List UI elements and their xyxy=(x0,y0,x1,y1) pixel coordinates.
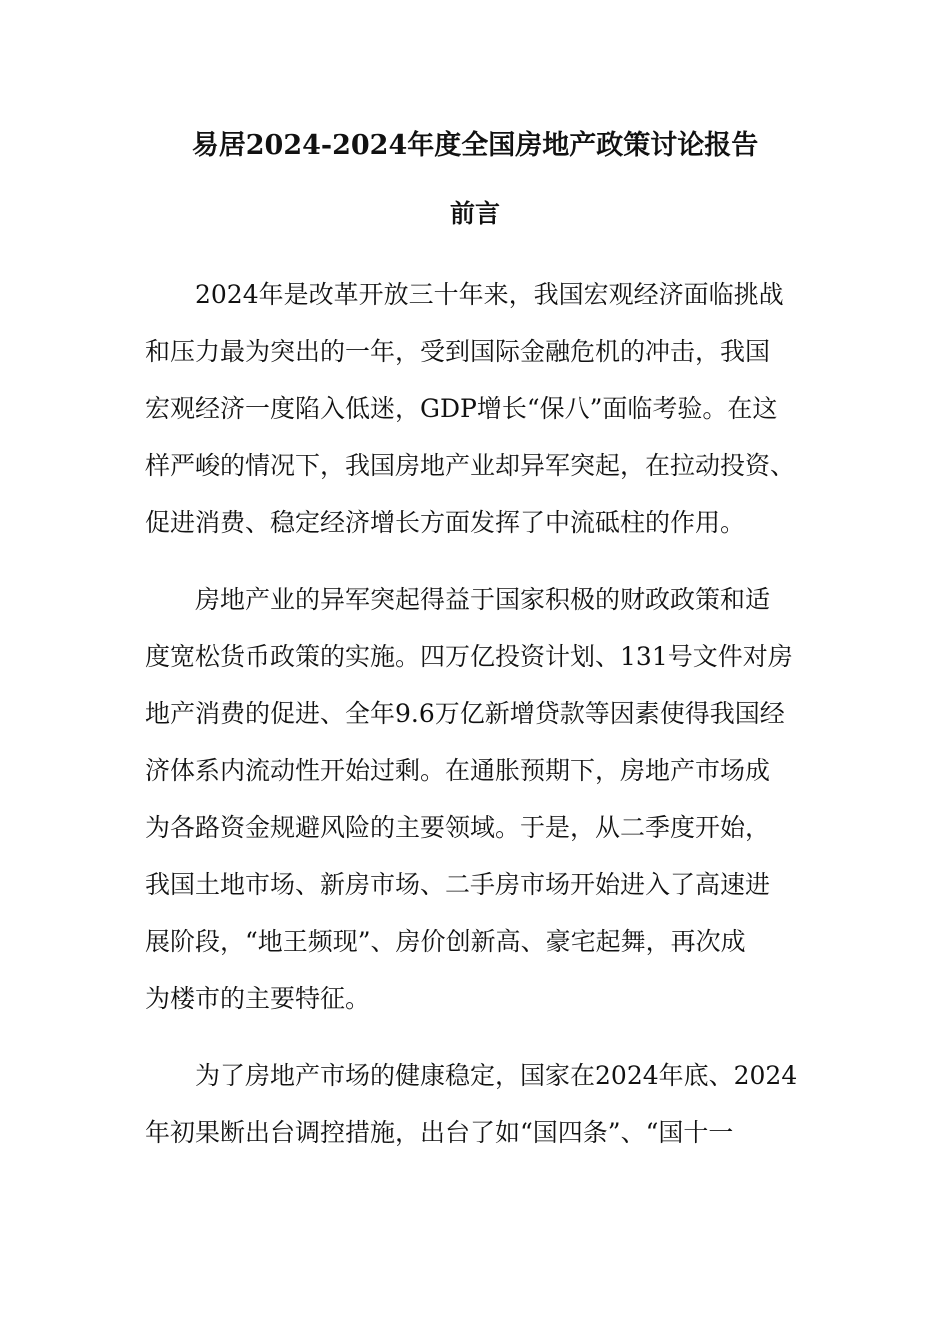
paragraph-line: 我国土地市场、新房市场、二手房市场开始进入了高速进 xyxy=(145,870,771,899)
paragraph-line: 年初果断出台调控措施，出台了如“国四条”、“国十一 xyxy=(145,1118,734,1147)
paragraph-line: 宏观经济一度陷入低迷，GDP增长“保八”面临考验。在这 xyxy=(145,394,778,423)
paragraph-line: 地产消费的促进、全年9.6万亿新增贷款等因素使得我国经 xyxy=(145,699,785,728)
paragraph-line: 展阶段，“地王频现”、房价创新高、豪宅起舞，再次成 xyxy=(145,927,746,956)
paragraph-line: 房地产业的异军突起得益于国家积极的财政政策和适 xyxy=(195,585,771,614)
paragraph-line: 促进消费、稳定经济增长方面发挥了中流砥柱的作用。 xyxy=(145,508,746,537)
paragraph-line: 度宽松货币政策的实施。四万亿投资计划、131号文件对房 xyxy=(145,642,793,671)
paragraph-line: 为楼市的主要特征。 xyxy=(145,984,371,1013)
paragraph-line: 和压力最为突出的一年，受到国际金融危机的冲击，我国 xyxy=(145,337,771,366)
paragraph-line: 样严峻的情况下，我国房地产业却异军突起，在拉动投资、 xyxy=(145,451,796,480)
document-title: 易居2024-2024年度全国房地产政策讨论报告 xyxy=(191,130,759,161)
paragraph-line: 2024年是改革开放三十年来，我国宏观经济面临挑战 xyxy=(195,280,784,309)
paragraph-line: 济体系内流动性开始过剩。在通胀预期下，房地产市场成 xyxy=(145,756,771,785)
paragraph-line: 为各路资金规避风险的主要领域。于是，从二季度开始， xyxy=(145,813,771,842)
paragraph-line: 为了房地产市场的健康稳定，国家在2024年底、2024 xyxy=(195,1061,798,1090)
section-heading: 前言 xyxy=(449,199,500,228)
